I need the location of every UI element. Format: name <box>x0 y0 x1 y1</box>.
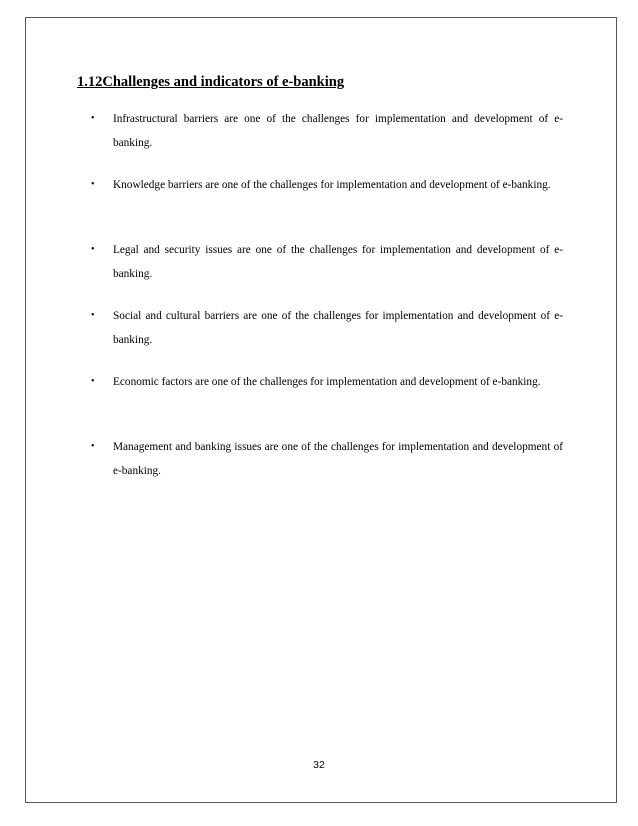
section-heading: 1.12Challenges and indicators of e-banking <box>77 74 345 90</box>
list-item-text: Legal and security issues are one of the challenges for implementation and development of e-banking. <box>113 244 563 280</box>
bullet-icon: • <box>91 179 95 190</box>
list-item <box>91 304 563 348</box>
bullet-icon: • <box>91 244 95 255</box>
bullet-icon: • <box>91 113 95 124</box>
bullet-icon: • <box>91 310 95 321</box>
list-item-text: Infrastructural barriers are one of the challenges for implementation and development of e-banking. <box>113 113 563 149</box>
list-item <box>91 370 563 414</box>
list-item-text: Management and banking issues are one of the challenges for implementation and development of e-banking. <box>113 441 563 477</box>
list-item <box>91 238 563 282</box>
list-item-text: Knowledge barriers are one of the challenges for implementation and development of e-banking. <box>113 179 551 191</box>
list-item-text: Social and cultural barriers are one of the challenges for implementation and development of e-banking. <box>113 310 563 346</box>
list-item <box>91 107 563 151</box>
list-item-text: Economic factors are one of the challenges for implementation and development of e-banking. <box>113 376 541 388</box>
bullet-icon: • <box>91 376 95 387</box>
list-item <box>91 435 563 479</box>
page-number: 32 <box>313 759 325 771</box>
bullet-icon: • <box>91 441 95 452</box>
list-item <box>91 173 563 217</box>
